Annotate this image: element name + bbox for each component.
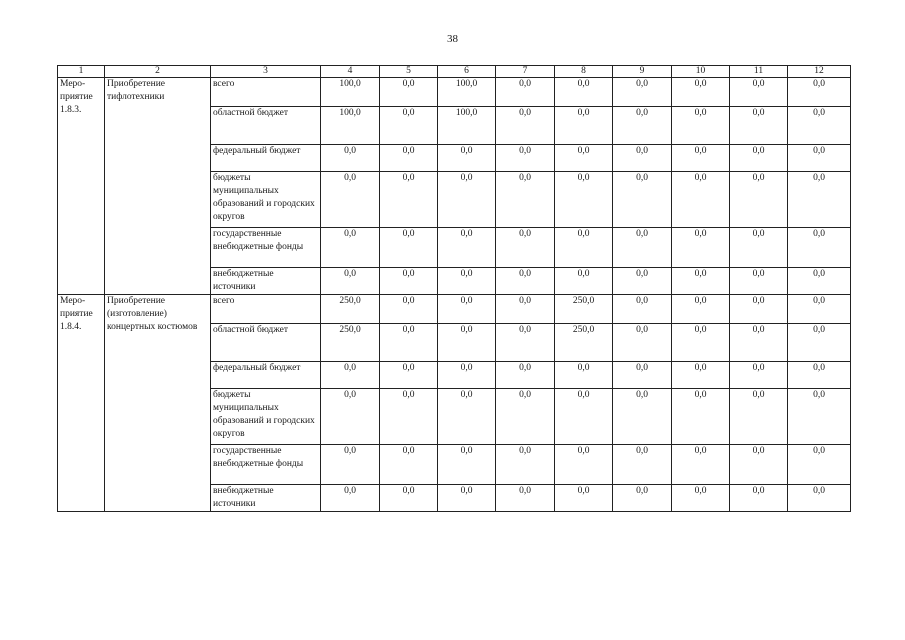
column-header: 6	[438, 66, 496, 78]
column-header: 8	[555, 66, 613, 78]
amount-cell: 0,0	[788, 228, 851, 268]
amount-cell: 0,0	[730, 107, 788, 145]
measure-code: Меро-приятие 1.8.4.	[58, 295, 105, 512]
amount-cell: 0,0	[555, 389, 613, 445]
amount-cell: 0,0	[496, 485, 555, 512]
amount-cell: 250,0	[321, 324, 380, 362]
amount-cell: 0,0	[613, 485, 672, 512]
column-header: 1	[58, 66, 105, 78]
amount-cell: 0,0	[555, 145, 613, 172]
amount-cell: 250,0	[555, 324, 613, 362]
amount-cell: 0,0	[613, 107, 672, 145]
column-header: 2	[105, 66, 211, 78]
amount-cell: 0,0	[672, 324, 730, 362]
amount-cell: 0,0	[730, 145, 788, 172]
funding-source: бюджеты муниципальных образований и городских округов	[211, 389, 321, 445]
amount-cell: 100,0	[438, 107, 496, 145]
amount-cell: 0,0	[613, 78, 672, 107]
amount-cell: 0,0	[613, 145, 672, 172]
amount-cell: 0,0	[555, 362, 613, 389]
amount-cell: 0,0	[613, 268, 672, 295]
amount-cell: 0,0	[380, 145, 438, 172]
amount-cell: 0,0	[672, 78, 730, 107]
funding-source: бюджеты муниципальных образований и городских округов	[211, 172, 321, 228]
amount-cell: 0,0	[672, 268, 730, 295]
amount-cell: 100,0	[321, 107, 380, 145]
amount-cell: 0,0	[555, 78, 613, 107]
amount-cell: 0,0	[613, 389, 672, 445]
column-header: 5	[380, 66, 438, 78]
page-number: 38	[447, 33, 458, 45]
amount-cell: 0,0	[788, 362, 851, 389]
amount-cell: 0,0	[555, 445, 613, 485]
amount-cell: 0,0	[672, 295, 730, 324]
column-header: 4	[321, 66, 380, 78]
amount-cell: 0,0	[730, 324, 788, 362]
amount-cell: 0,0	[672, 445, 730, 485]
amount-cell: 0,0	[321, 389, 380, 445]
amount-cell: 0,0	[321, 268, 380, 295]
amount-cell: 0,0	[730, 362, 788, 389]
amount-cell: 0,0	[380, 324, 438, 362]
amount-cell: 0,0	[380, 78, 438, 107]
amount-cell: 0,0	[788, 445, 851, 485]
amount-cell: 0,0	[380, 295, 438, 324]
amount-cell: 0,0	[788, 78, 851, 107]
amount-cell: 0,0	[788, 485, 851, 512]
amount-cell: 0,0	[555, 268, 613, 295]
amount-cell: 0,0	[380, 389, 438, 445]
amount-cell: 0,0	[438, 389, 496, 445]
measure-name: Приобретение тифлотехники	[105, 78, 211, 295]
amount-cell: 0,0	[672, 485, 730, 512]
amount-cell: 0,0	[496, 324, 555, 362]
amount-cell: 0,0	[672, 172, 730, 228]
amount-cell: 0,0	[438, 145, 496, 172]
amount-cell: 0,0	[555, 172, 613, 228]
amount-cell: 0,0	[438, 268, 496, 295]
amount-cell: 0,0	[730, 295, 788, 324]
amount-cell: 0,0	[380, 362, 438, 389]
budget-table	[57, 65, 851, 512]
amount-cell: 0,0	[496, 362, 555, 389]
table-row	[58, 78, 851, 107]
amount-cell: 0,0	[730, 485, 788, 512]
amount-cell: 0,0	[555, 228, 613, 268]
amount-cell: 0,0	[788, 268, 851, 295]
amount-cell: 0,0	[321, 485, 380, 512]
amount-cell: 0,0	[730, 228, 788, 268]
amount-cell: 0,0	[672, 107, 730, 145]
amount-cell: 0,0	[496, 78, 555, 107]
amount-cell: 0,0	[555, 107, 613, 145]
column-header: 3	[211, 66, 321, 78]
amount-cell: 0,0	[496, 145, 555, 172]
column-header: 9	[613, 66, 672, 78]
amount-cell: 0,0	[613, 324, 672, 362]
amount-cell: 0,0	[672, 362, 730, 389]
amount-cell: 0,0	[496, 107, 555, 145]
funding-source: областной бюджет	[211, 324, 321, 362]
amount-cell: 0,0	[438, 362, 496, 389]
amount-cell: 0,0	[788, 324, 851, 362]
amount-cell: 0,0	[438, 228, 496, 268]
amount-cell: 0,0	[672, 228, 730, 268]
amount-cell: 0,0	[613, 295, 672, 324]
column-header: 10	[672, 66, 730, 78]
funding-source: государственные внебюджетные фонды	[211, 228, 321, 268]
amount-cell: 0,0	[438, 445, 496, 485]
amount-cell: 0,0	[321, 145, 380, 172]
amount-cell: 0,0	[438, 295, 496, 324]
funding-source: внебюджетные источники	[211, 485, 321, 512]
amount-cell: 0,0	[438, 485, 496, 512]
column-header: 12	[788, 66, 851, 78]
amount-cell: 0,0	[496, 295, 555, 324]
amount-cell: 0,0	[496, 228, 555, 268]
column-header: 11	[730, 66, 788, 78]
table-row	[58, 295, 851, 324]
amount-cell: 0,0	[730, 172, 788, 228]
amount-cell: 0,0	[672, 389, 730, 445]
amount-cell: 100,0	[321, 78, 380, 107]
amount-cell: 0,0	[788, 172, 851, 228]
amount-cell: 0,0	[613, 445, 672, 485]
amount-cell: 0,0	[788, 389, 851, 445]
amount-cell: 250,0	[555, 295, 613, 324]
amount-cell: 0,0	[613, 172, 672, 228]
amount-cell: 0,0	[380, 485, 438, 512]
amount-cell: 0,0	[730, 389, 788, 445]
amount-cell: 0,0	[613, 228, 672, 268]
amount-cell: 0,0	[613, 362, 672, 389]
amount-cell: 0,0	[788, 107, 851, 145]
amount-cell: 0,0	[380, 268, 438, 295]
measure-name: Приобретение (изготовление) концертных костюмов	[105, 295, 211, 512]
amount-cell: 250,0	[321, 295, 380, 324]
amount-cell: 0,0	[788, 145, 851, 172]
amount-cell: 0,0	[496, 389, 555, 445]
amount-cell: 0,0	[321, 445, 380, 485]
amount-cell: 0,0	[380, 107, 438, 145]
amount-cell: 0,0	[380, 228, 438, 268]
amount-cell: 0,0	[438, 324, 496, 362]
amount-cell: 0,0	[321, 172, 380, 228]
funding-source: всего	[211, 78, 321, 107]
amount-cell: 0,0	[788, 295, 851, 324]
amount-cell: 0,0	[380, 172, 438, 228]
measure-code: Меро-приятие 1.8.3.	[58, 78, 105, 295]
funding-source: федеральный бюджет	[211, 362, 321, 389]
amount-cell: 0,0	[321, 228, 380, 268]
amount-cell: 0,0	[672, 145, 730, 172]
amount-cell: 100,0	[438, 78, 496, 107]
amount-cell: 0,0	[321, 362, 380, 389]
funding-source: внебюджетные источники	[211, 268, 321, 295]
amount-cell: 0,0	[438, 172, 496, 228]
amount-cell: 0,0	[730, 78, 788, 107]
column-header: 7	[496, 66, 555, 78]
amount-cell: 0,0	[380, 445, 438, 485]
amount-cell: 0,0	[730, 445, 788, 485]
funding-source: всего	[211, 295, 321, 324]
amount-cell: 0,0	[496, 172, 555, 228]
funding-source: областной бюджет	[211, 107, 321, 145]
amount-cell: 0,0	[730, 268, 788, 295]
amount-cell: 0,0	[496, 445, 555, 485]
amount-cell: 0,0	[555, 485, 613, 512]
funding-source: государственные внебюджетные фонды	[211, 445, 321, 485]
amount-cell: 0,0	[496, 268, 555, 295]
header-row	[58, 66, 851, 78]
funding-source: федеральный бюджет	[211, 145, 321, 172]
